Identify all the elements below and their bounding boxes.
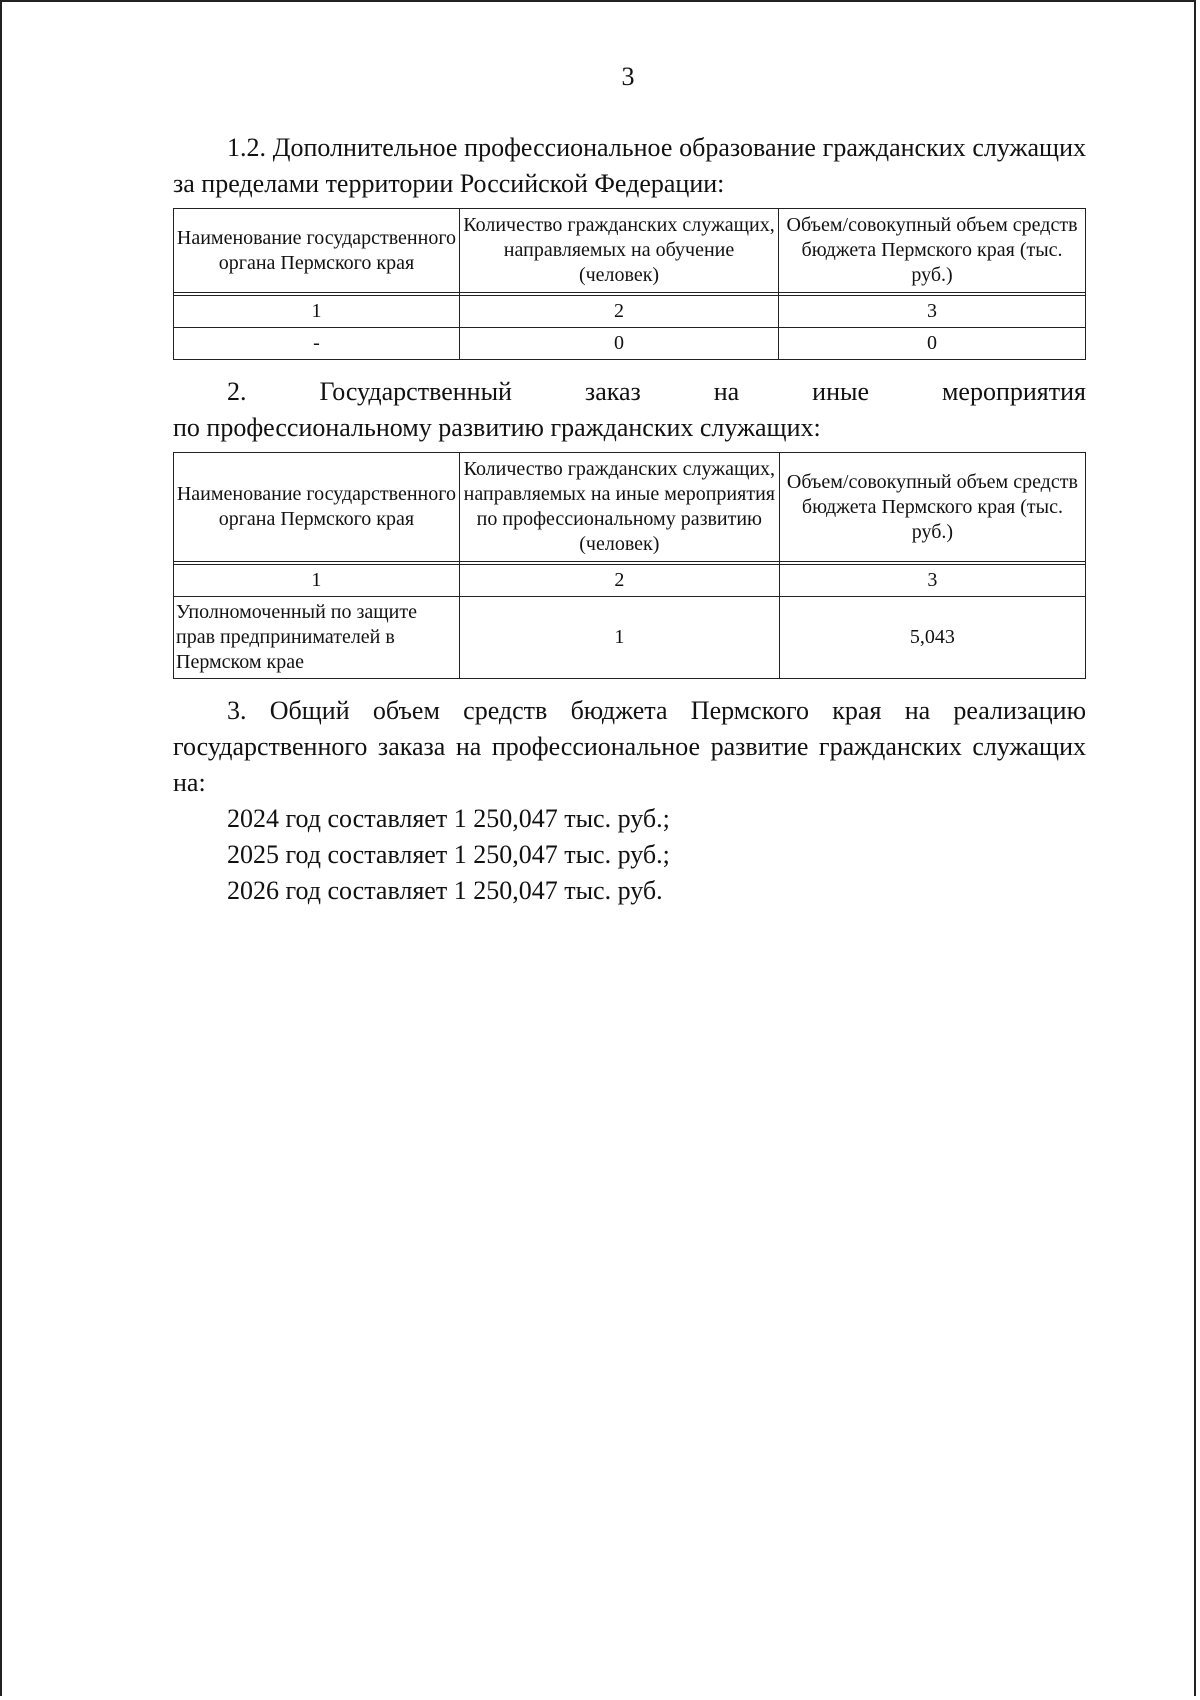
column-number: 2: [459, 296, 778, 328]
year-line-2026: 2026 год составляет 1 250,047 тыс. руб.: [227, 876, 663, 905]
year-line-2024: 2024 год составляет 1 250,047 тыс. руб.;: [227, 804, 670, 833]
table-cell: 0: [779, 328, 1086, 360]
document-body: [173, 130, 1086, 909]
table-header-row: [174, 453, 1086, 562]
table-row: [174, 328, 1086, 360]
column-header-count: Количество гражданских служащих, направляемых на обучение (человек): [459, 209, 778, 293]
table-cell-organ: Уполномоченный по защите прав предпринимателей в Пермском крае: [174, 597, 460, 679]
table-column-numbers: [174, 565, 1086, 597]
section-2-text-line-1: 2. Государственный заказ на иные мероприятия: [227, 377, 1086, 406]
table-other-events: [173, 452, 1086, 679]
section-2-text-line-2: по профессиональному развитию гражданских служащих:: [173, 413, 821, 442]
page-number: 3: [621, 62, 635, 91]
table-cell: 1: [459, 597, 779, 679]
table-foreign-education: [173, 208, 1086, 360]
column-number: 1: [174, 565, 460, 597]
table-cell: 0: [459, 328, 778, 360]
section-3-text: 3. Общий объем средств бюджета Пермского края на реализацию государственного заказа на профессиональное развитие гражданских служащих на:: [173, 696, 1086, 797]
table-header-row: [174, 209, 1086, 293]
table-column-numbers: [174, 296, 1086, 328]
column-number: 3: [779, 565, 1085, 597]
column-header-volume: Объем/совокупный объем средств бюджета Пермского края (тыс. руб.): [779, 453, 1085, 562]
column-number: 3: [779, 296, 1086, 328]
year-line-2025: 2025 год составляет 1 250,047 тыс. руб.;: [227, 840, 670, 869]
section-1-2-text: 1.2. Дополнительное профессиональное образование гражданских служащих за пределами территории Российской Федерации:: [173, 133, 1086, 198]
table-row: [174, 597, 1086, 679]
column-header-organ: Наименование государственного органа Пермского края: [174, 453, 460, 562]
column-header-volume: Объем/совокупный объем средств бюджета Пермского края (тыс. руб.): [779, 209, 1086, 293]
table-cell: -: [174, 328, 460, 360]
table-cell: 5,043: [779, 597, 1085, 679]
column-number: 2: [459, 565, 779, 597]
column-header-count: Количество гражданских служащих, направляемых на иные мероприятия по профессиональному развитию (человек): [459, 453, 779, 562]
column-header-organ: Наименование государственного органа Пермского края: [174, 209, 460, 293]
column-number: 1: [174, 296, 460, 328]
